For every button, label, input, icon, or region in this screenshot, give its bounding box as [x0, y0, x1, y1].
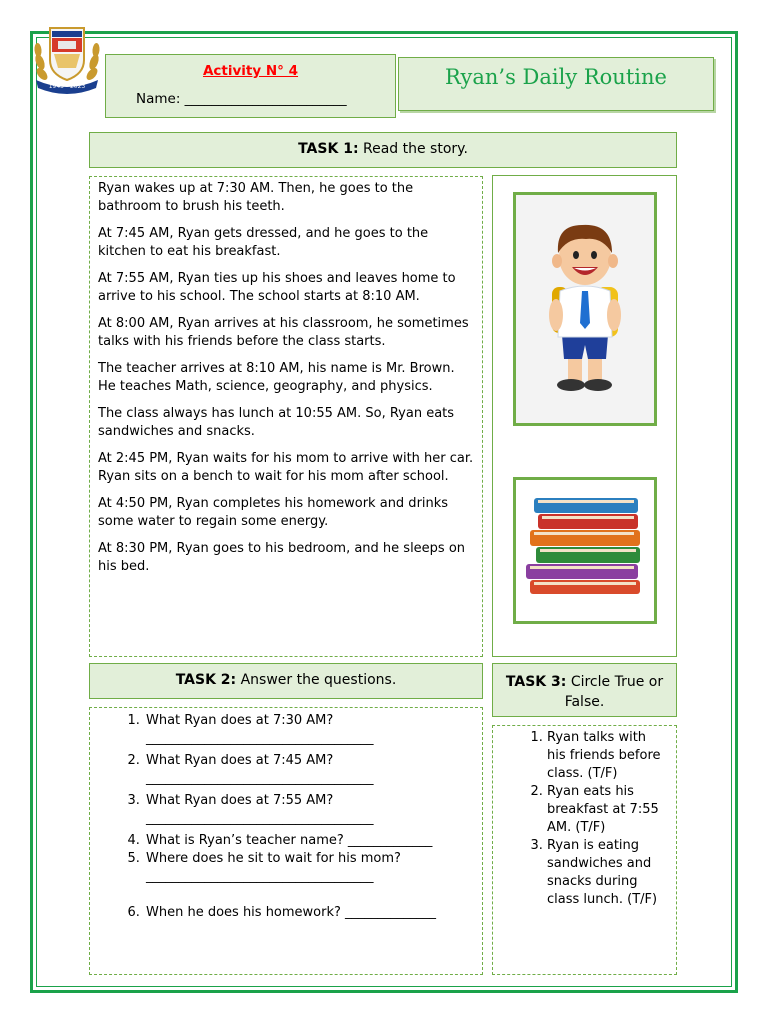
- questions-list: [90, 712, 482, 922]
- question-item[interactable]: 6. When he does his homework? ______________: [144, 904, 466, 922]
- questions-box: [89, 707, 483, 975]
- worksheet-title-box: [398, 57, 714, 111]
- boy-image-frame: [513, 192, 657, 426]
- story-paragraph: The class always has lunch at 10:55 AM. So, Ryan eats sandwiches and snacks.: [98, 406, 455, 439]
- task1-header: [89, 132, 677, 168]
- story-paragraph: At 8:00 AM, Ryan arrives at his classroom, he sometimes talks with his friends before the class starts.: [98, 316, 469, 349]
- true-false-item[interactable]: 3. Ryan is eating sandwiches and snacks during class lunch. (T/F): [547, 837, 665, 909]
- name-field[interactable]: Name: ________________________: [136, 91, 347, 107]
- task2-instruction: Answer the questions.: [240, 672, 397, 688]
- story-paragraph: At 7:55 AM, Ryan ties up his shoes and leaves home to arrive to his school. The school starts at 8:10 AM.: [98, 271, 456, 304]
- books-image-frame: [513, 477, 657, 624]
- activity-info-box: [105, 54, 396, 118]
- worksheet-title: Ryan’s Daily Routine: [445, 65, 667, 89]
- story-paragraph: At 8:30 PM, Ryan goes to his bedroom, and he sleeps on his bed.: [98, 541, 466, 574]
- illustration-column: [492, 175, 677, 657]
- true-false-list: [493, 729, 676, 909]
- stack-of-books-illustration: [516, 480, 654, 621]
- logo-years-text: 1945 - 2023: [48, 83, 86, 90]
- story-box: [89, 176, 483, 657]
- true-false-item[interactable]: 2. Ryan eats his breakfast at 7:55 AM. (T/F): [547, 783, 665, 837]
- true-false-item[interactable]: 1. Ryan talks with his friends before class. (T/F): [547, 729, 665, 783]
- question-item[interactable]: 1. What Ryan does at 7:30 AM? ___________________________________: [144, 712, 408, 748]
- story-paragraph: At 7:45 AM, Ryan gets dressed, and he goes to the kitchen to eat his breakfast.: [98, 226, 429, 259]
- story-paragraph: The teacher arrives at 8:10 AM, his name is Mr. Brown. He teaches Math, science, geography, and physics.: [98, 361, 455, 394]
- story-paragraph: Ryan wakes up at 7:30 AM. Then, he goes to the bathroom to brush his teeth.: [98, 181, 414, 214]
- activity-number: Activity N° 4: [202, 63, 299, 79]
- task3-header: [492, 663, 677, 717]
- question-item[interactable]: 4. What is Ryan’s teacher name? _____________: [144, 832, 466, 850]
- task1-instruction: Read the story.: [363, 141, 468, 157]
- school-crest-logo: [30, 22, 104, 94]
- question-item[interactable]: 2. What Ryan does at 7:45 AM? ___________________________________: [144, 752, 408, 788]
- task1-label: TASK 1:: [298, 141, 359, 157]
- question-item[interactable]: 3. What Ryan does at 7:55 AM? ___________________________________: [144, 792, 408, 828]
- boy-with-backpack-illustration: [516, 195, 654, 423]
- task3-label: TASK 3:: [505, 674, 567, 690]
- story-paragraph: At 4:50 PM, Ryan completes his homework and drinks some water to regain some energy.: [98, 496, 449, 529]
- true-false-box: [492, 725, 677, 975]
- story-paragraph: At 2:45 PM, Ryan waits for his mom to arrive with her car. Ryan sits on a bench to wait for his mom after school.: [98, 451, 474, 484]
- task2-header: [89, 663, 483, 699]
- task2-label: TASK 2:: [175, 672, 237, 688]
- task3-instruction: Circle True or False.: [564, 674, 664, 710]
- question-item[interactable]: 5. Where does he sit to wait for his mom? ___________________________________: [144, 850, 408, 886]
